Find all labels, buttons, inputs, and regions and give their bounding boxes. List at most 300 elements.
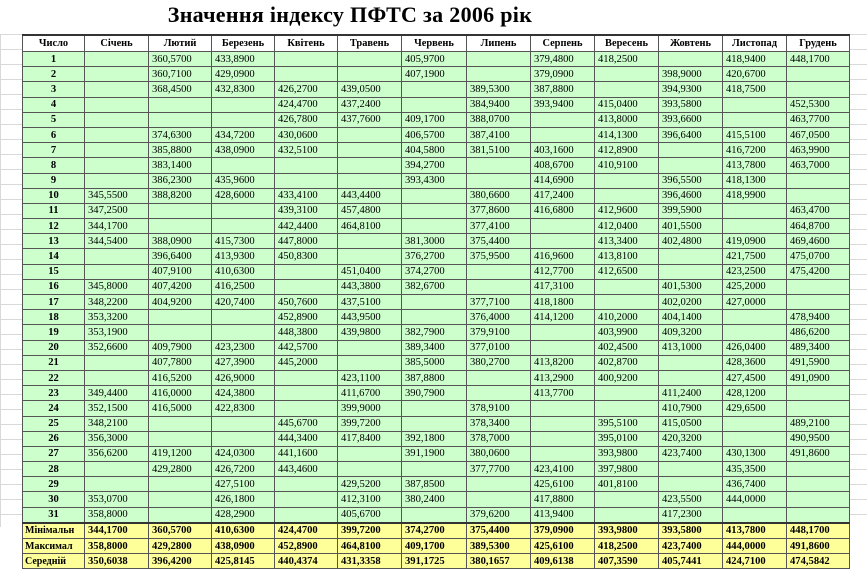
value-cell[interactable]: 491,5900: [787, 355, 850, 370]
value-cell[interactable]: 423,5500: [659, 492, 723, 507]
value-cell[interactable]: [659, 143, 723, 158]
value-cell[interactable]: 374,6300: [149, 127, 212, 142]
value-cell[interactable]: 385,5000: [402, 355, 467, 370]
value-cell[interactable]: [659, 52, 723, 67]
value-cell[interactable]: 407,4200: [149, 279, 212, 294]
value-cell[interactable]: [85, 462, 149, 477]
column-header[interactable]: Травень: [338, 35, 402, 52]
value-cell[interactable]: [212, 416, 275, 431]
value-cell[interactable]: 402,4500: [595, 340, 659, 355]
value-cell[interactable]: [467, 492, 531, 507]
column-header[interactable]: Липень: [467, 35, 531, 52]
value-cell[interactable]: 399,5900: [659, 203, 723, 218]
value-cell[interactable]: [595, 507, 659, 523]
value-cell[interactable]: [595, 401, 659, 416]
value-cell[interactable]: 420,3200: [659, 431, 723, 446]
value-cell[interactable]: [85, 477, 149, 492]
value-cell[interactable]: 444,3400: [275, 431, 338, 446]
value-cell[interactable]: [85, 370, 149, 385]
value-cell[interactable]: [467, 158, 531, 173]
summary-value[interactable]: 440,4374: [275, 554, 338, 569]
value-cell[interactable]: 410,6300: [212, 264, 275, 279]
value-cell[interactable]: 384,9400: [467, 97, 531, 112]
value-cell[interactable]: 428,6000: [212, 188, 275, 203]
summary-value[interactable]: 424,4700: [275, 523, 338, 539]
value-cell[interactable]: [467, 279, 531, 294]
value-cell[interactable]: 417,3100: [531, 279, 595, 294]
value-cell[interactable]: 401,5500: [659, 219, 723, 234]
value-cell[interactable]: [338, 52, 402, 67]
value-cell[interactable]: [85, 97, 149, 112]
value-cell[interactable]: 436,7400: [723, 477, 787, 492]
value-cell[interactable]: 387,8800: [402, 370, 467, 385]
value-cell[interactable]: 439,0500: [338, 82, 402, 97]
value-cell[interactable]: 418,2500: [595, 52, 659, 67]
value-cell[interactable]: 489,2100: [787, 416, 850, 431]
summary-value[interactable]: 409,1700: [402, 539, 467, 554]
value-cell[interactable]: 397,9800: [595, 462, 659, 477]
value-cell[interactable]: [275, 279, 338, 294]
summary-label[interactable]: Максимал: [23, 539, 85, 554]
value-cell[interactable]: [723, 431, 787, 446]
value-cell[interactable]: 377,4100: [467, 219, 531, 234]
value-cell[interactable]: [338, 462, 402, 477]
value-cell[interactable]: 428,3600: [723, 355, 787, 370]
value-cell[interactable]: 378,7000: [467, 431, 531, 446]
value-cell[interactable]: 427,4500: [723, 370, 787, 385]
value-cell[interactable]: [85, 52, 149, 67]
value-cell[interactable]: [531, 416, 595, 431]
value-cell[interactable]: 452,5300: [787, 97, 850, 112]
value-cell[interactable]: 426,7800: [275, 112, 338, 127]
summary-value[interactable]: 360,5700: [149, 523, 212, 539]
day-cell[interactable]: 26: [23, 431, 85, 446]
value-cell[interactable]: 430,1300: [723, 446, 787, 461]
value-cell[interactable]: 491,8600: [787, 446, 850, 461]
value-cell[interactable]: 410,7900: [659, 401, 723, 416]
value-cell[interactable]: 416,9600: [531, 249, 595, 264]
value-cell[interactable]: 448,1700: [787, 52, 850, 67]
value-cell[interactable]: [338, 173, 402, 188]
value-cell[interactable]: 416,0000: [149, 386, 212, 401]
summary-value[interactable]: 413,7800: [723, 523, 787, 539]
summary-value[interactable]: 431,3358: [338, 554, 402, 569]
value-cell[interactable]: 379,6200: [467, 507, 531, 523]
value-cell[interactable]: 414,1300: [595, 127, 659, 142]
value-cell[interactable]: 439,3100: [275, 203, 338, 218]
day-cell[interactable]: 17: [23, 295, 85, 310]
value-cell[interactable]: 443,9500: [338, 310, 402, 325]
value-cell[interactable]: 428,2900: [212, 507, 275, 523]
value-cell[interactable]: 387,8500: [402, 477, 467, 492]
value-cell[interactable]: 443,3800: [338, 279, 402, 294]
value-cell[interactable]: 412,3100: [338, 492, 402, 507]
value-cell[interactable]: 452,8900: [275, 310, 338, 325]
value-cell[interactable]: 358,8000: [85, 507, 149, 523]
value-cell[interactable]: 424,4700: [275, 97, 338, 112]
value-cell[interactable]: 407,1900: [402, 67, 467, 82]
summary-value[interactable]: 399,7200: [338, 523, 402, 539]
value-cell[interactable]: [787, 295, 850, 310]
value-cell[interactable]: [85, 127, 149, 142]
value-cell[interactable]: [212, 431, 275, 446]
summary-value[interactable]: 405,7441: [659, 554, 723, 569]
value-cell[interactable]: [723, 203, 787, 218]
value-cell[interactable]: [212, 158, 275, 173]
value-cell[interactable]: 390,7900: [402, 386, 467, 401]
value-cell[interactable]: [402, 401, 467, 416]
value-cell[interactable]: [595, 67, 659, 82]
day-cell[interactable]: 22: [23, 370, 85, 385]
value-cell[interactable]: 411,2400: [659, 386, 723, 401]
value-cell[interactable]: [723, 219, 787, 234]
value-cell[interactable]: 429,2800: [149, 462, 212, 477]
value-cell[interactable]: 412,8900: [595, 143, 659, 158]
value-cell[interactable]: 409,7900: [149, 340, 212, 355]
value-cell[interactable]: [338, 234, 402, 249]
value-cell[interactable]: [659, 462, 723, 477]
summary-value[interactable]: 389,5300: [467, 539, 531, 554]
value-cell[interactable]: 423,2300: [212, 340, 275, 355]
value-cell[interactable]: 415,5100: [723, 127, 787, 142]
value-cell[interactable]: 408,6700: [531, 158, 595, 173]
value-cell[interactable]: [531, 431, 595, 446]
value-cell[interactable]: [149, 310, 212, 325]
summary-value[interactable]: 438,0900: [212, 539, 275, 554]
value-cell[interactable]: [787, 279, 850, 294]
value-cell[interactable]: 441,1600: [275, 446, 338, 461]
value-cell[interactable]: 429,6500: [723, 401, 787, 416]
value-cell[interactable]: 417,8800: [531, 492, 595, 507]
value-cell[interactable]: [275, 370, 338, 385]
value-cell[interactable]: 437,7600: [338, 112, 402, 127]
value-cell[interactable]: 379,0900: [531, 67, 595, 82]
value-cell[interactable]: 442,4400: [275, 219, 338, 234]
summary-value[interactable]: 391,1725: [402, 554, 467, 569]
value-cell[interactable]: [531, 325, 595, 340]
value-cell[interactable]: [338, 67, 402, 82]
value-cell[interactable]: 396,5500: [659, 173, 723, 188]
column-header[interactable]: Січень: [85, 35, 149, 52]
value-cell[interactable]: 445,6700: [275, 416, 338, 431]
value-cell[interactable]: 421,7500: [723, 249, 787, 264]
value-cell[interactable]: [275, 507, 338, 523]
value-cell[interactable]: 347,2500: [85, 203, 149, 218]
value-cell[interactable]: 378,3400: [467, 416, 531, 431]
day-cell[interactable]: 16: [23, 279, 85, 294]
value-cell[interactable]: [595, 492, 659, 507]
day-cell[interactable]: 28: [23, 462, 85, 477]
value-cell[interactable]: 382,7900: [402, 325, 467, 340]
value-cell[interactable]: 377,0100: [467, 340, 531, 355]
value-cell[interactable]: 412,0400: [595, 219, 659, 234]
value-cell[interactable]: 433,8900: [212, 52, 275, 67]
value-cell[interactable]: [467, 52, 531, 67]
value-cell[interactable]: [723, 310, 787, 325]
value-cell[interactable]: 405,9700: [402, 52, 467, 67]
value-cell[interactable]: [402, 188, 467, 203]
value-cell[interactable]: [531, 446, 595, 461]
summary-value[interactable]: 425,8145: [212, 554, 275, 569]
summary-value[interactable]: 491,8600: [787, 539, 850, 554]
value-cell[interactable]: [659, 249, 723, 264]
value-cell[interactable]: 426,2700: [275, 82, 338, 97]
summary-value[interactable]: 380,1657: [467, 554, 531, 569]
value-cell[interactable]: [402, 507, 467, 523]
summary-value[interactable]: 444,0000: [723, 539, 787, 554]
day-cell[interactable]: 3: [23, 82, 85, 97]
value-cell[interactable]: 419,0900: [723, 234, 787, 249]
value-cell[interactable]: 395,0100: [595, 431, 659, 446]
value-cell[interactable]: 393,6600: [659, 112, 723, 127]
value-cell[interactable]: 377,7100: [467, 295, 531, 310]
value-cell[interactable]: 405,6700: [338, 507, 402, 523]
column-header[interactable]: Число: [23, 35, 85, 52]
value-cell[interactable]: 407,7800: [149, 355, 212, 370]
value-cell[interactable]: 423,1100: [338, 370, 402, 385]
value-cell[interactable]: 491,0900: [787, 370, 850, 385]
value-cell[interactable]: 413,1000: [659, 340, 723, 355]
value-cell[interactable]: 352,1500: [85, 401, 149, 416]
value-cell[interactable]: [787, 507, 850, 523]
value-cell[interactable]: 376,2700: [402, 249, 467, 264]
value-cell[interactable]: 375,4400: [467, 234, 531, 249]
summary-label[interactable]: Мінімальн: [23, 523, 85, 539]
value-cell[interactable]: 410,2000: [595, 310, 659, 325]
value-cell[interactable]: 404,1400: [659, 310, 723, 325]
value-cell[interactable]: 383,1400: [149, 158, 212, 173]
value-cell[interactable]: 345,8000: [85, 279, 149, 294]
value-cell[interactable]: 386,2300: [149, 173, 212, 188]
value-cell[interactable]: 345,5500: [85, 188, 149, 203]
value-cell[interactable]: [787, 82, 850, 97]
value-cell[interactable]: [338, 249, 402, 264]
value-cell[interactable]: 418,7500: [723, 82, 787, 97]
value-cell[interactable]: 463,4700: [787, 203, 850, 218]
value-cell[interactable]: 426,9000: [212, 370, 275, 385]
value-cell[interactable]: 394,9300: [659, 82, 723, 97]
value-cell[interactable]: 457,4800: [338, 203, 402, 218]
value-cell[interactable]: 394,2700: [402, 158, 467, 173]
value-cell[interactable]: 377,7700: [467, 462, 531, 477]
value-cell[interactable]: 423,7400: [659, 446, 723, 461]
value-cell[interactable]: 389,3400: [402, 340, 467, 355]
value-cell[interactable]: 464,8700: [787, 219, 850, 234]
value-cell[interactable]: [85, 82, 149, 97]
value-cell[interactable]: 381,3000: [402, 234, 467, 249]
value-cell[interactable]: [723, 507, 787, 523]
value-cell[interactable]: 380,0600: [467, 446, 531, 461]
value-cell[interactable]: [149, 219, 212, 234]
value-cell[interactable]: 414,1200: [531, 310, 595, 325]
value-cell[interactable]: 413,8100: [595, 249, 659, 264]
value-cell[interactable]: [149, 507, 212, 523]
value-cell[interactable]: [402, 416, 467, 431]
day-cell[interactable]: 1: [23, 52, 85, 67]
value-cell[interactable]: [275, 173, 338, 188]
value-cell[interactable]: 469,4600: [787, 234, 850, 249]
value-cell[interactable]: 352,6600: [85, 340, 149, 355]
value-cell[interactable]: 389,5300: [467, 82, 531, 97]
value-cell[interactable]: 395,5100: [595, 416, 659, 431]
value-cell[interactable]: 374,2700: [402, 264, 467, 279]
value-cell[interactable]: [787, 477, 850, 492]
value-cell[interactable]: 401,8100: [595, 477, 659, 492]
value-cell[interactable]: 444,0000: [723, 492, 787, 507]
value-cell[interactable]: [723, 97, 787, 112]
value-cell[interactable]: 353,1900: [85, 325, 149, 340]
value-cell[interactable]: 396,6400: [149, 249, 212, 264]
value-cell[interactable]: 344,5400: [85, 234, 149, 249]
value-cell[interactable]: [595, 295, 659, 310]
day-cell[interactable]: 8: [23, 158, 85, 173]
value-cell[interactable]: 464,8100: [338, 219, 402, 234]
day-cell[interactable]: 6: [23, 127, 85, 142]
column-header[interactable]: Серпень: [531, 35, 595, 52]
value-cell[interactable]: [149, 431, 212, 446]
value-cell[interactable]: 402,8700: [595, 355, 659, 370]
value-cell[interactable]: 376,4000: [467, 310, 531, 325]
value-cell[interactable]: 418,1800: [531, 295, 595, 310]
value-cell[interactable]: 387,4100: [467, 127, 531, 142]
value-cell[interactable]: 380,2400: [402, 492, 467, 507]
value-cell[interactable]: 412,6500: [595, 264, 659, 279]
value-cell[interactable]: 360,7100: [149, 67, 212, 82]
value-cell[interactable]: [275, 477, 338, 492]
value-cell[interactable]: 423,4100: [531, 462, 595, 477]
value-cell[interactable]: 392,1800: [402, 431, 467, 446]
value-cell[interactable]: [531, 219, 595, 234]
day-cell[interactable]: 27: [23, 446, 85, 461]
day-cell[interactable]: 12: [23, 219, 85, 234]
value-cell[interactable]: 410,9100: [595, 158, 659, 173]
value-cell[interactable]: 451,0400: [338, 264, 402, 279]
value-cell[interactable]: 443,4600: [275, 462, 338, 477]
value-cell[interactable]: [275, 52, 338, 67]
value-cell[interactable]: 396,6400: [659, 127, 723, 142]
value-cell[interactable]: 426,0400: [723, 340, 787, 355]
value-cell[interactable]: 437,2400: [338, 97, 402, 112]
value-cell[interactable]: [723, 112, 787, 127]
value-cell[interactable]: 432,8300: [212, 82, 275, 97]
value-cell[interactable]: [595, 188, 659, 203]
value-cell[interactable]: [723, 416, 787, 431]
value-cell[interactable]: 353,0700: [85, 492, 149, 507]
day-cell[interactable]: 11: [23, 203, 85, 218]
summary-value[interactable]: 425,6100: [531, 539, 595, 554]
value-cell[interactable]: [275, 386, 338, 401]
value-cell[interactable]: 427,3900: [212, 355, 275, 370]
value-cell[interactable]: 416,2500: [212, 279, 275, 294]
value-cell[interactable]: 348,2200: [85, 295, 149, 310]
value-cell[interactable]: 435,9600: [212, 173, 275, 188]
value-cell[interactable]: [212, 325, 275, 340]
value-cell[interactable]: 429,0900: [212, 67, 275, 82]
value-cell[interactable]: 413,8200: [531, 355, 595, 370]
value-cell[interactable]: [149, 416, 212, 431]
value-cell[interactable]: 423,2500: [723, 264, 787, 279]
day-cell[interactable]: 9: [23, 173, 85, 188]
value-cell[interactable]: [595, 82, 659, 97]
value-cell[interactable]: [467, 477, 531, 492]
value-cell[interactable]: 475,4200: [787, 264, 850, 279]
value-cell[interactable]: 360,5700: [149, 52, 212, 67]
day-cell[interactable]: 31: [23, 507, 85, 523]
summary-value[interactable]: 374,2700: [402, 523, 467, 539]
value-cell[interactable]: [85, 67, 149, 82]
value-cell[interactable]: 418,9900: [723, 188, 787, 203]
value-cell[interactable]: [149, 492, 212, 507]
value-cell[interactable]: [787, 173, 850, 188]
value-cell[interactable]: 438,0900: [212, 143, 275, 158]
summary-value[interactable]: 350,6038: [85, 554, 149, 569]
value-cell[interactable]: [212, 219, 275, 234]
value-cell[interactable]: [275, 401, 338, 416]
value-cell[interactable]: [338, 355, 402, 370]
value-cell[interactable]: 415,7300: [212, 234, 275, 249]
value-cell[interactable]: [338, 158, 402, 173]
value-cell[interactable]: 393,5800: [659, 97, 723, 112]
value-cell[interactable]: 463,7700: [787, 112, 850, 127]
value-cell[interactable]: 424,0300: [212, 446, 275, 461]
value-cell[interactable]: [212, 310, 275, 325]
value-cell[interactable]: 356,3000: [85, 431, 149, 446]
value-cell[interactable]: [595, 386, 659, 401]
value-cell[interactable]: 396,4600: [659, 188, 723, 203]
value-cell[interactable]: [595, 173, 659, 188]
value-cell[interactable]: 434,7200: [212, 127, 275, 142]
value-cell[interactable]: 426,7200: [212, 462, 275, 477]
value-cell[interactable]: 430,0600: [275, 127, 338, 142]
column-header[interactable]: Жовтень: [659, 35, 723, 52]
value-cell[interactable]: [275, 158, 338, 173]
value-cell[interactable]: 447,8000: [275, 234, 338, 249]
value-cell[interactable]: 344,1700: [85, 219, 149, 234]
value-cell[interactable]: 381,5100: [467, 143, 531, 158]
day-cell[interactable]: 19: [23, 325, 85, 340]
value-cell[interactable]: 450,7600: [275, 295, 338, 310]
value-cell[interactable]: [338, 446, 402, 461]
day-cell[interactable]: 23: [23, 386, 85, 401]
day-cell[interactable]: 5: [23, 112, 85, 127]
value-cell[interactable]: [723, 325, 787, 340]
value-cell[interactable]: 415,0500: [659, 416, 723, 431]
value-cell[interactable]: [787, 188, 850, 203]
value-cell[interactable]: [212, 97, 275, 112]
summary-value[interactable]: 429,2800: [149, 539, 212, 554]
value-cell[interactable]: [402, 310, 467, 325]
value-cell[interactable]: 411,6700: [338, 386, 402, 401]
value-cell[interactable]: [85, 158, 149, 173]
value-cell[interactable]: 401,5300: [659, 279, 723, 294]
value-cell[interactable]: [531, 112, 595, 127]
day-cell[interactable]: 15: [23, 264, 85, 279]
value-cell[interactable]: 412,7700: [531, 264, 595, 279]
value-cell[interactable]: [787, 462, 850, 477]
value-cell[interactable]: 413,9300: [212, 249, 275, 264]
value-cell[interactable]: 425,2000: [723, 279, 787, 294]
day-cell[interactable]: 14: [23, 249, 85, 264]
value-cell[interactable]: 382,6700: [402, 279, 467, 294]
value-cell[interactable]: 420,6700: [723, 67, 787, 82]
value-cell[interactable]: 375,9500: [467, 249, 531, 264]
value-cell[interactable]: [149, 477, 212, 492]
value-cell[interactable]: [85, 264, 149, 279]
value-cell[interactable]: 425,6100: [531, 477, 595, 492]
value-cell[interactable]: 445,2000: [275, 355, 338, 370]
value-cell[interactable]: 379,9100: [467, 325, 531, 340]
value-cell[interactable]: [212, 112, 275, 127]
